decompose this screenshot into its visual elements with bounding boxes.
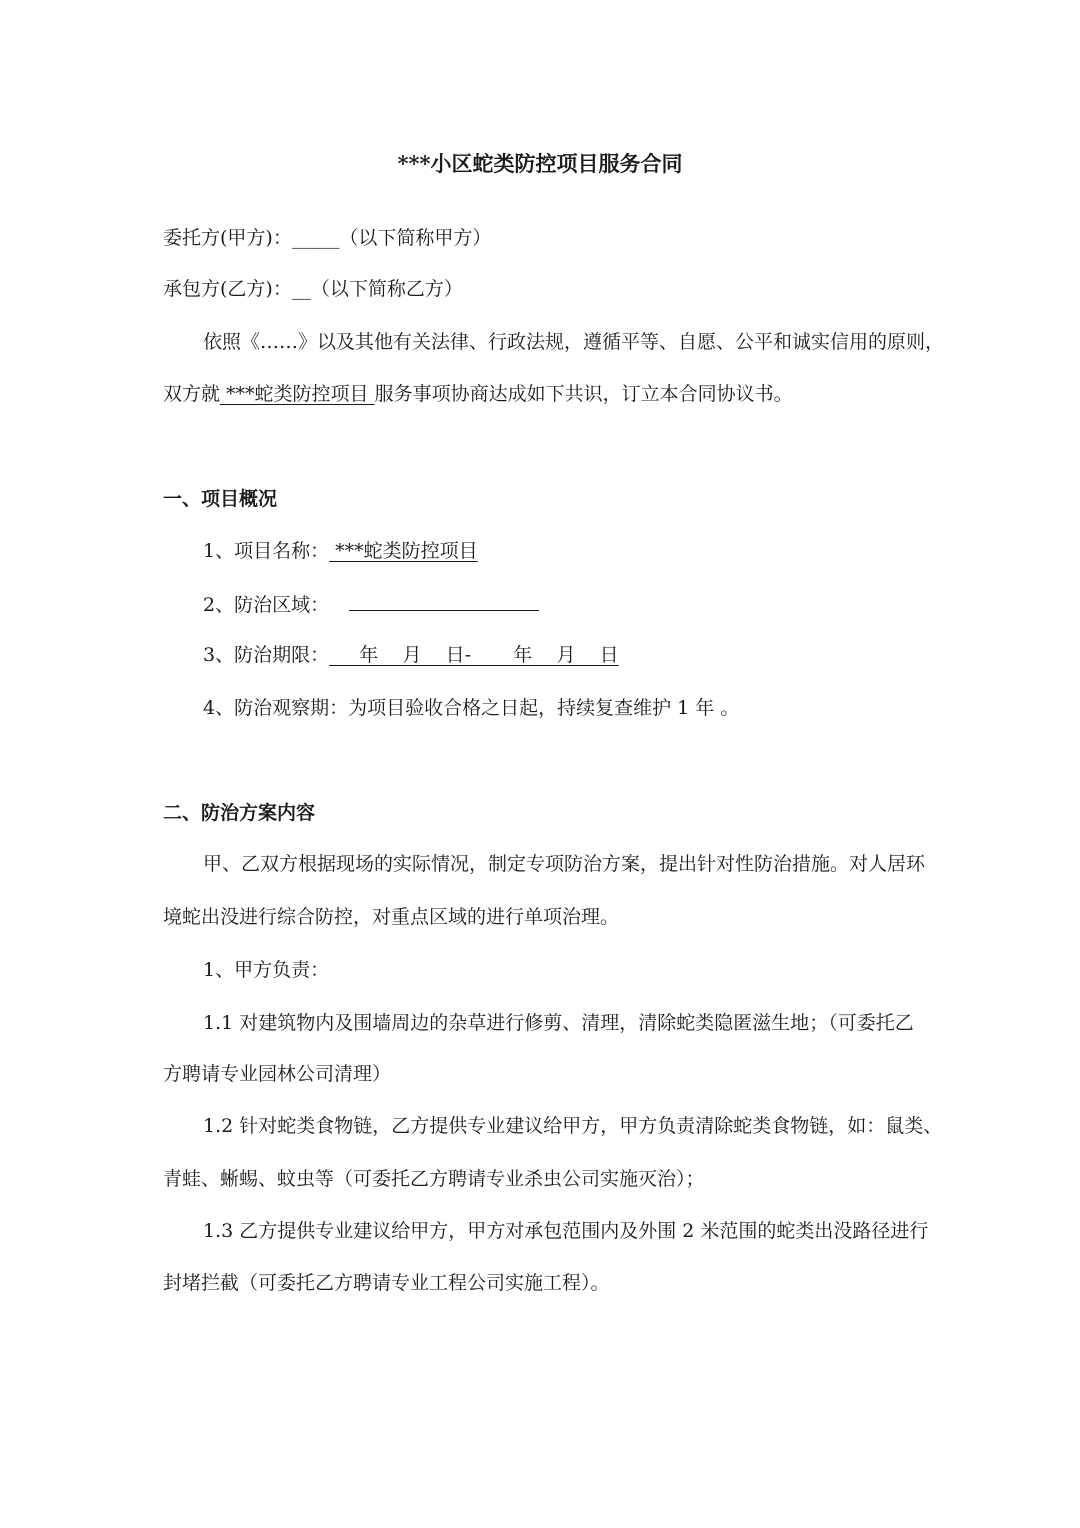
section-2-heading: 二、防治方案内容: [163, 802, 316, 824]
preamble-line-2: [163, 381, 793, 407]
clause-1-3-line-1: 1.3 乙方提供专业建议给甲方，甲方对承包范围内及外围 2 米范围的蛇类出没路径进行: [203, 1220, 929, 1242]
item-3-value: 年 月 日- 年 月 日: [329, 644, 619, 666]
item-1-label: 1、项目名称：: [203, 540, 330, 562]
item-3-period: [203, 642, 619, 668]
preamble-prefix: 双方就: [163, 383, 221, 405]
clause-1-2-line-1: 1.2 针对蛇类食物链，乙方提供专业建议给甲方，甲方负责清除蛇类食物链，如：鼠类、: [203, 1115, 943, 1137]
clause-1-2-line-2: 青蛙、蜥蜴、蚊虫等（可委托乙方聘请专业杀虫公司实施灭治）；: [163, 1168, 705, 1190]
section-1-heading: 一、项目概况: [163, 488, 278, 510]
item-1-project-name: [203, 538, 478, 564]
preamble-suffix: 服务事项协商达成如下共识，订立本合同协议书。: [374, 383, 793, 405]
clause-1-1-line-1: 1.1 对建筑物内及围墙周边的杂草进行修剪、清理，清除蛇类隐匿滋生地；（可委托乙: [203, 1012, 914, 1034]
item-1-value: ***蛇类防控项目: [329, 540, 478, 562]
item-3-label: 3、防治期限：: [203, 644, 330, 666]
party-a-suffix: （以下简称甲方）: [339, 227, 492, 249]
party-b-blank: __: [291, 278, 311, 300]
item-2-area: [203, 590, 539, 618]
party-b-suffix: （以下简称乙方）: [310, 278, 463, 300]
clause-1-3-line-2: 封堵拦截（可委托乙方聘请专业工程公司实施工程）。: [163, 1272, 610, 1294]
document-title: ***小区蛇类防控项目服务合同: [397, 151, 683, 176]
party-a-line: [163, 225, 491, 251]
clause-1-1-line-2: 方聘请专业园林公司清理）: [163, 1063, 392, 1085]
party-a-blank: _____: [291, 227, 340, 249]
party-a-label: 委托方(甲方)：: [163, 227, 292, 249]
preamble-project-name: ***蛇类防控项目: [220, 383, 375, 405]
section-2-para-line-1: 甲、乙双方根据现场的实际情况，制定专项防治方案，提出针对性防治措施。对人居环: [203, 853, 926, 875]
sub-1-heading: 1、甲方负责：: [203, 959, 330, 981]
party-b-label: 承包方(乙方)：: [163, 278, 292, 300]
item-2-blank-field: [349, 590, 539, 611]
section-2-para-line-2: 境蛇出没进行综合防控，对重点区域的进行单项治理。: [163, 906, 620, 928]
preamble-line-1: 依照《……》以及其他有关法律、行政法规，遵循平等、自愿、公平和诚实信用的原则，: [203, 331, 945, 353]
item-2-label: 2、防治区域：: [203, 594, 330, 616]
party-b-line: [163, 276, 463, 302]
item-4-observation: 4、防治观察期：为项目验收合格之日起，持续复查维护 1 年 。: [203, 697, 740, 719]
